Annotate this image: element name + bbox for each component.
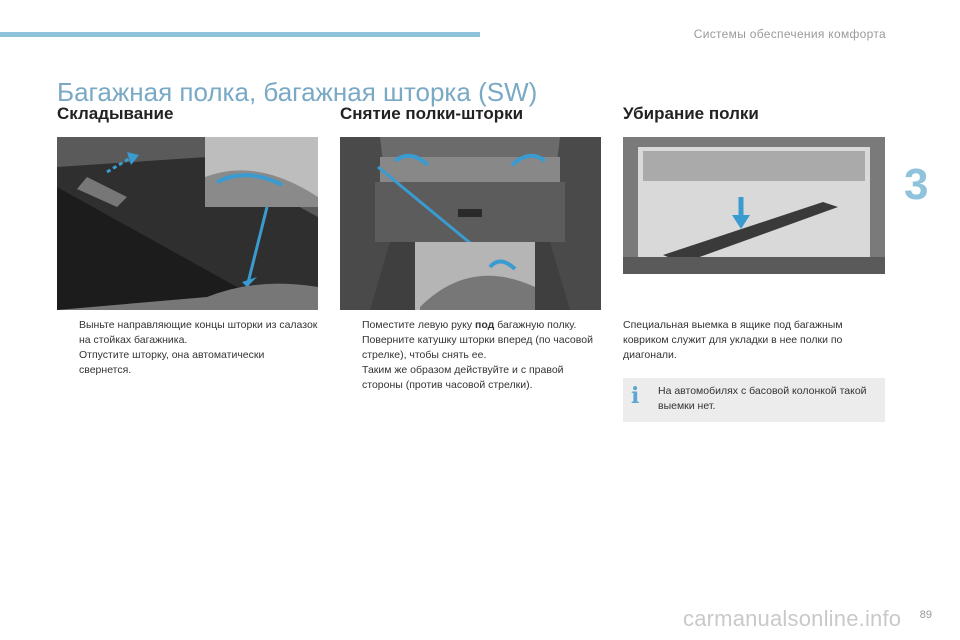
watermark: carmanualsonline.info bbox=[683, 606, 902, 631]
info-note-text: На автомобилях с басовой колонкой такой выемки нет. bbox=[658, 385, 867, 412]
photo-storage bbox=[623, 137, 885, 274]
heading-folding: Складывание bbox=[57, 104, 174, 123]
photo-removal bbox=[340, 137, 601, 310]
heading-removal: Снятие полки-шторки bbox=[340, 104, 524, 123]
chapter-number: 3 bbox=[904, 160, 929, 209]
bullets-folding bbox=[57, 318, 318, 378]
storage-paragraph: Специальная выемка в ящике под багажным ковриком служит для укладки в нее полки по диагонали. bbox=[623, 319, 843, 361]
page-title: Багажная полка, багажная шторка (SW) bbox=[57, 77, 538, 108]
heading-storage: Убирание полки bbox=[623, 104, 759, 123]
info-note bbox=[623, 378, 885, 422]
bullet-item: Поместите левую руку под багажную полку. bbox=[362, 319, 577, 331]
photo-folding bbox=[57, 137, 318, 310]
header-accent-bar bbox=[0, 32, 480, 37]
page-number: 89 bbox=[919, 609, 932, 621]
bullet-item: Поверните катушку шторки вперед (по часовой стрелке), чтобы снять ее. bbox=[362, 334, 593, 361]
bullets-removal bbox=[340, 318, 601, 393]
section-title: Системы обеспечения комфорта bbox=[693, 27, 886, 41]
info-icon: i bbox=[631, 383, 640, 409]
bullet-item: Выньте направляющие концы шторки из салазок на стойках багажника. bbox=[79, 319, 318, 346]
bullet-item: Таким же образом действуйте и с правой стороны (против часовой стрелки). bbox=[362, 364, 564, 391]
bullet-item: Отпустите шторку, она автоматически свернется. bbox=[79, 349, 265, 376]
